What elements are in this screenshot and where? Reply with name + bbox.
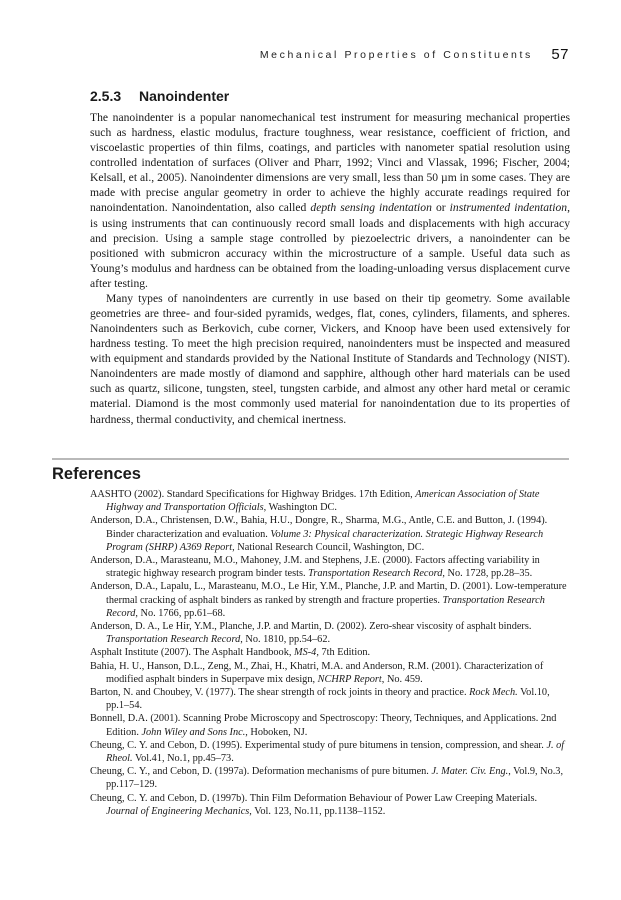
section-divider — [52, 458, 569, 460]
section-body — [90, 110, 570, 427]
reference-item: Anderson, D. A., Le Hir, Y.M., Planche, J.P. and Martin, D. (2002). Zero-shear viscosity of asphalt binders. Transportation Research Record, No. 1810, pp.54–62. — [90, 621, 532, 646]
running-head — [52, 46, 569, 64]
section-title: Nanoindenter — [139, 88, 230, 104]
section-heading — [90, 88, 229, 104]
reference-item: Cheung, C. Y. and Cebon, D. (1997b). Thin Film Deformation Behaviour of Power Law Creeping Materials. Journal of Engineering Mechanics, Vol. 123, No.11, pp.1138–1152. — [90, 792, 538, 817]
reference-item: Cheung, C. Y. and Cebon, D. (1995). Experimental study of pure bitumens in tension, compression, and shear. J. of Rheol. Vol.41, No.1, pp.45–73. — [90, 739, 565, 765]
references-heading: References — [52, 465, 141, 483]
reference-item: Asphalt Institute (2007). The Asphalt Handbook, MS-4, 7th Edition. — [90, 647, 371, 659]
reference-item: Barton, N. and Choubey, V. (1977). The shear strength of rock joints in theory and practice. Rock Mech. Vol.10, pp.1–54. — [90, 687, 550, 712]
reference-item: Anderson, D.A., Lapalu, L., Marasteanu, M.O., Le Hir, Y.M., Planche, J.P. and Martin, D. (2001). Low-temperature thermal cracking of asphalt binders as ranked by strength and fracture properties. Transportation Research Record, No. 1766, pp.61–68. — [90, 581, 567, 619]
reference-item: Bonnell, D.A. (2001). Scanning Probe Microscopy and Spectroscopy: Theory, Techniques, and Applications. 2nd Edition. John Wiley and Sons Inc., Hoboken, NJ. — [90, 713, 557, 738]
section-number: 2.5.3 — [90, 88, 122, 104]
running-title: Mechanical Properties of Constituents — [259, 48, 533, 61]
paragraph: Many types of nanoindenters are currently in use based on their tip geometry. Some available geometries are three- and four-sided pyramids, wedges, flat, cones, cylinders, filaments, and spheres. Nanoindenters such as Berkovich, cube corner, Vickers, and Knoop have been used extensively for hardness testing. To meet the high precision required, nanoindenters must be inspected and measured with equipment and standards provided by the National Institute of Standards and Technology (NIST). Nanoindenters are made mostly of diamond and sapphire, although other hard materials can be used such as quartz, silicone, tungsten, steel, tungsten carbide, and almost any other hard metal or ceramic material. Diamond is the most commonly used material for nanoindentation due to its properties of hardness, thermal conductivity, and chemical inertness. — [90, 291, 570, 426]
reference-item: Anderson, D.A., Marasteanu, M.O., Mahoney, J.M. and Stephens, J.E. (2000). Factors affecting variability in strategic highway research program binder tests. Transportation Research Record, No. 1728, pp.28–35. — [90, 555, 540, 580]
references-list — [90, 488, 570, 818]
reference-item: Cheung, C. Y., and Cebon, D. (1997a). Deformation mechanisms of pure bitumen. J. Mater. Civ. Eng., Vol.9, No.3, pp.117–129. — [90, 766, 564, 791]
reference-item: Bahia, H. U., Hanson, D.L., Zeng, M., Zhai, H., Khatri, M.A. and Anderson, R.M. (2001). Characterization of modified asphalt binders in Superpave mix design, NCHRP Report, No. 459. — [90, 660, 544, 685]
paragraph: The nanoindenter is a popular nanomechanical test instrument for measuring mechanical properties such as hardness, elastic modulus, fracture toughness, wear resistance, coefficient of friction, and viscoelastic properties of thin films, coatings, and particles with nanometer spatial resolution using controlled indentation of surfaces (Oliver and Pharr, 1992; Vinci and Vlassak, 1996; Fischer, 2004; Kelsall, et al., 2005). Nanoindenter dimensions are very small, less than 50 µm in some cases. They are made with precise angular geometry in order to achieve the highly accurate readings required for nanoindentation. Nanoindentation, also called depth sensing indentation or instrumented indentation, is using instruments that can continuously record small loads and displacements with high accuracy and precision. Using a sample stage controlled by piezoelectric drivers, a nanoindenter can be positioned with submicron accuracy within the microstructure of a sample. Useful data such as Young’s modulus and hardness can be obtained from the loading-unloading versus displacement curve after testing. — [90, 111, 570, 290]
page-number: 57 — [551, 46, 569, 64]
reference-item: Anderson, D.A., Christensen, D.W., Bahia, H.U., Dongre, R., Sharma, M.G., Antle, C.E. and Button, J. (1994). Binder characterization and evaluation. Volume 3: Physical characterization. Strategic Highway Research Program (SHRP) A369 Report, National Research Council, Washington, DC. — [90, 515, 548, 553]
reference-item: AASHTO (2002). Standard Specifications for Highway Bridges. 17th Edition, American Association of State Highway and Transportation Officials, Washington DC. — [90, 489, 540, 514]
